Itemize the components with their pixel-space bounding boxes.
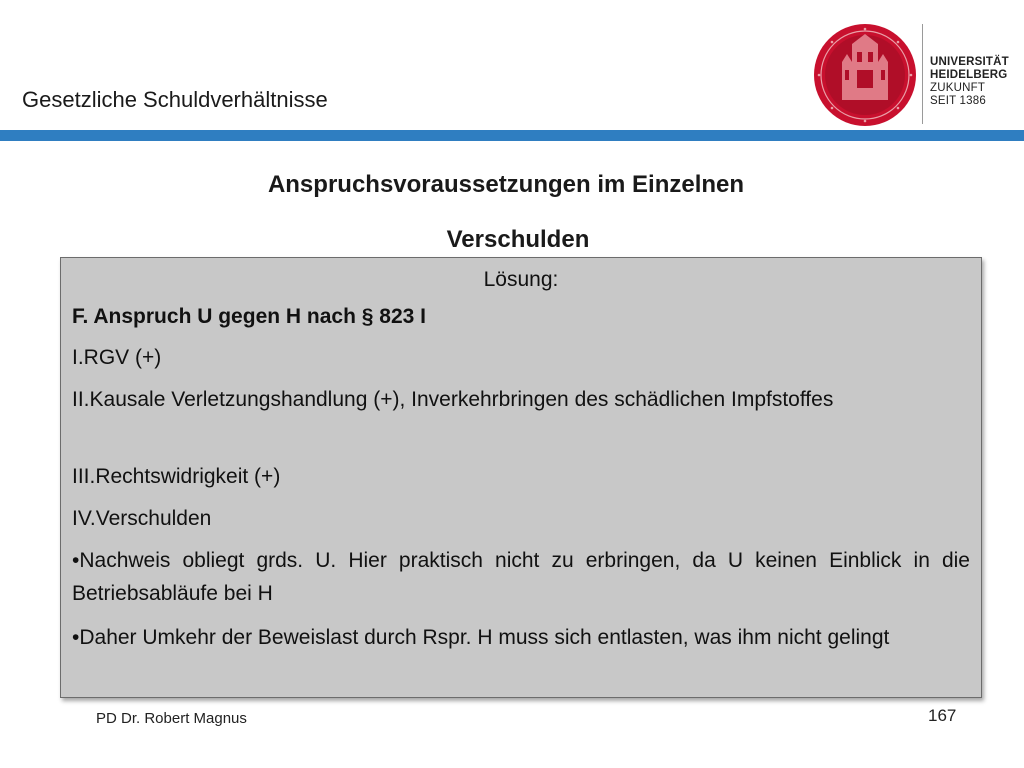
item-rgv: I.RGV (+) — [72, 346, 162, 369]
slide-subheading: Verschulden — [446, 226, 590, 253]
claim-line: F. Anspruch U gegen H nach § 823 I — [72, 305, 426, 328]
page-number: 167 — [928, 706, 957, 725]
logo-divider — [922, 24, 923, 124]
header-divider-bar — [0, 130, 1024, 141]
university-seal-icon — [812, 22, 918, 128]
logo-line-4: SEIT 1386 — [930, 95, 986, 107]
logo-line-1: UNIVERSITÄT — [930, 56, 1009, 68]
bullet-beweislastumkehr: •Daher Umkehr der Beweislast durch Rspr. H muss sich entlasten, was ihm nicht gelingt — [72, 626, 890, 649]
logo-wordmark — [930, 56, 1009, 108]
footer-author: PD Dr. Robert Magnus — [96, 710, 247, 727]
solution-box — [60, 257, 982, 698]
item-verschulden: IV.Verschulden — [72, 507, 212, 530]
course-title: Gesetzliche Schuldverhältnisse — [22, 87, 328, 112]
logo-line-3: ZUKUNFT — [930, 82, 986, 94]
university-logo — [812, 22, 1017, 128]
slide-heading: Anspruchsvoraussetzungen im Einzelnen — [267, 171, 745, 198]
item-rechtswidrigkeit: III.Rechtswidrigkeit (+) — [72, 465, 281, 488]
item-kausale-verletzungshandlung: II.Kausale Verletzungshandlung (+), Inverkehrbringen des schädlichen Impfstoffes — [72, 388, 834, 411]
solution-label: Lösung: — [483, 268, 559, 291]
logo-line-2: HEIDELBERG — [930, 69, 1008, 81]
bullet-nachweis: •Nachweis obliegt grds. U. Hier praktisch nicht zu erbringen, da U keinen Einblick in die Betriebsabläufe bei H — [72, 549, 970, 605]
